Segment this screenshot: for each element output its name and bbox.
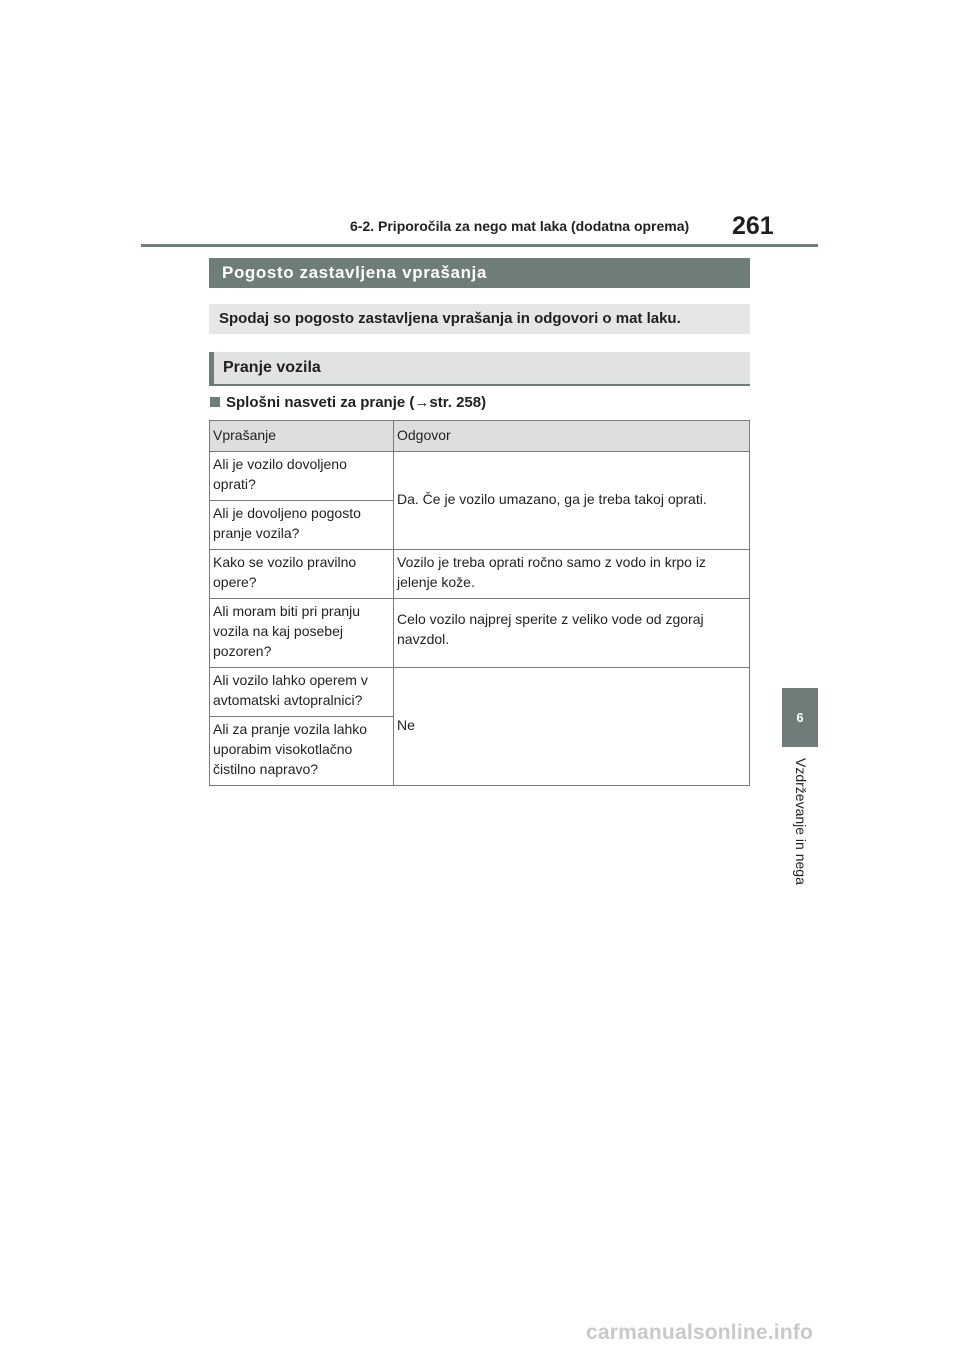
- question-cell: Ali je vozilo dovoljeno oprati?: [210, 452, 394, 501]
- question-cell: Kako se vozilo pravilno opere?: [210, 550, 394, 599]
- table-row: [210, 599, 750, 668]
- chapter-number: 6: [796, 710, 804, 725]
- page-reference: str. 258): [429, 394, 487, 411]
- answer-cell: Vozilo je treba oprati ročno samo z vodo in krpo iz jelenje kože.: [394, 550, 750, 599]
- intro-box: [209, 304, 750, 334]
- table-row: [210, 668, 750, 717]
- column-header-question: Vprašanje: [210, 421, 394, 452]
- subsection-title: Pranje vozila: [223, 359, 321, 376]
- table-row: [210, 550, 750, 599]
- square-bullet-icon: [210, 397, 220, 407]
- column-header-answer: Odgovor: [394, 421, 750, 452]
- answer-cell: Da. Če je vozilo umazano, ga je treba takoj oprati.: [394, 452, 750, 550]
- header-divider: [141, 244, 818, 247]
- section-title-bar: [209, 258, 750, 288]
- chapter-tab: [782, 688, 818, 747]
- section-title: Pogosto zastavljena vprašanja: [222, 263, 487, 282]
- subsection-header: [209, 352, 750, 386]
- bullet-text: Splošni nasveti za pranje (: [226, 394, 415, 411]
- question-cell: Ali vozilo lahko operem v avtomatski avtopralnici?: [210, 668, 394, 717]
- answer-cell: Celo vozilo najprej sperite z veliko vode od zgoraj navzdol.: [394, 599, 750, 668]
- bullet-heading: [210, 394, 486, 411]
- watermark: carmanualsonline.info: [586, 1321, 814, 1344]
- arrow-icon: →: [414, 394, 430, 411]
- chapter-title-vertical: Vzdrževanje in nega: [793, 758, 809, 885]
- question-cell: Ali moram biti pri pranju vozila na kaj posebej pozoren?: [210, 599, 394, 668]
- table-row: [210, 452, 750, 501]
- question-cell: Ali za pranje vozila lahko uporabim visokotlačno čistilno napravo?: [210, 717, 394, 786]
- table-header-row: [210, 421, 750, 452]
- intro-text: Spodaj so pogosto zastavljena vprašanja in odgovori o mat laku.: [219, 310, 681, 327]
- answer-cell: Ne: [394, 668, 750, 786]
- question-cell: Ali je dovoljeno pogosto pranje vozila?: [210, 501, 394, 550]
- page-number: 261: [732, 212, 774, 240]
- running-header-section: 6-2. Priporočila za nego mat laka (dodatna oprema): [350, 218, 690, 234]
- faq-table: [209, 420, 750, 786]
